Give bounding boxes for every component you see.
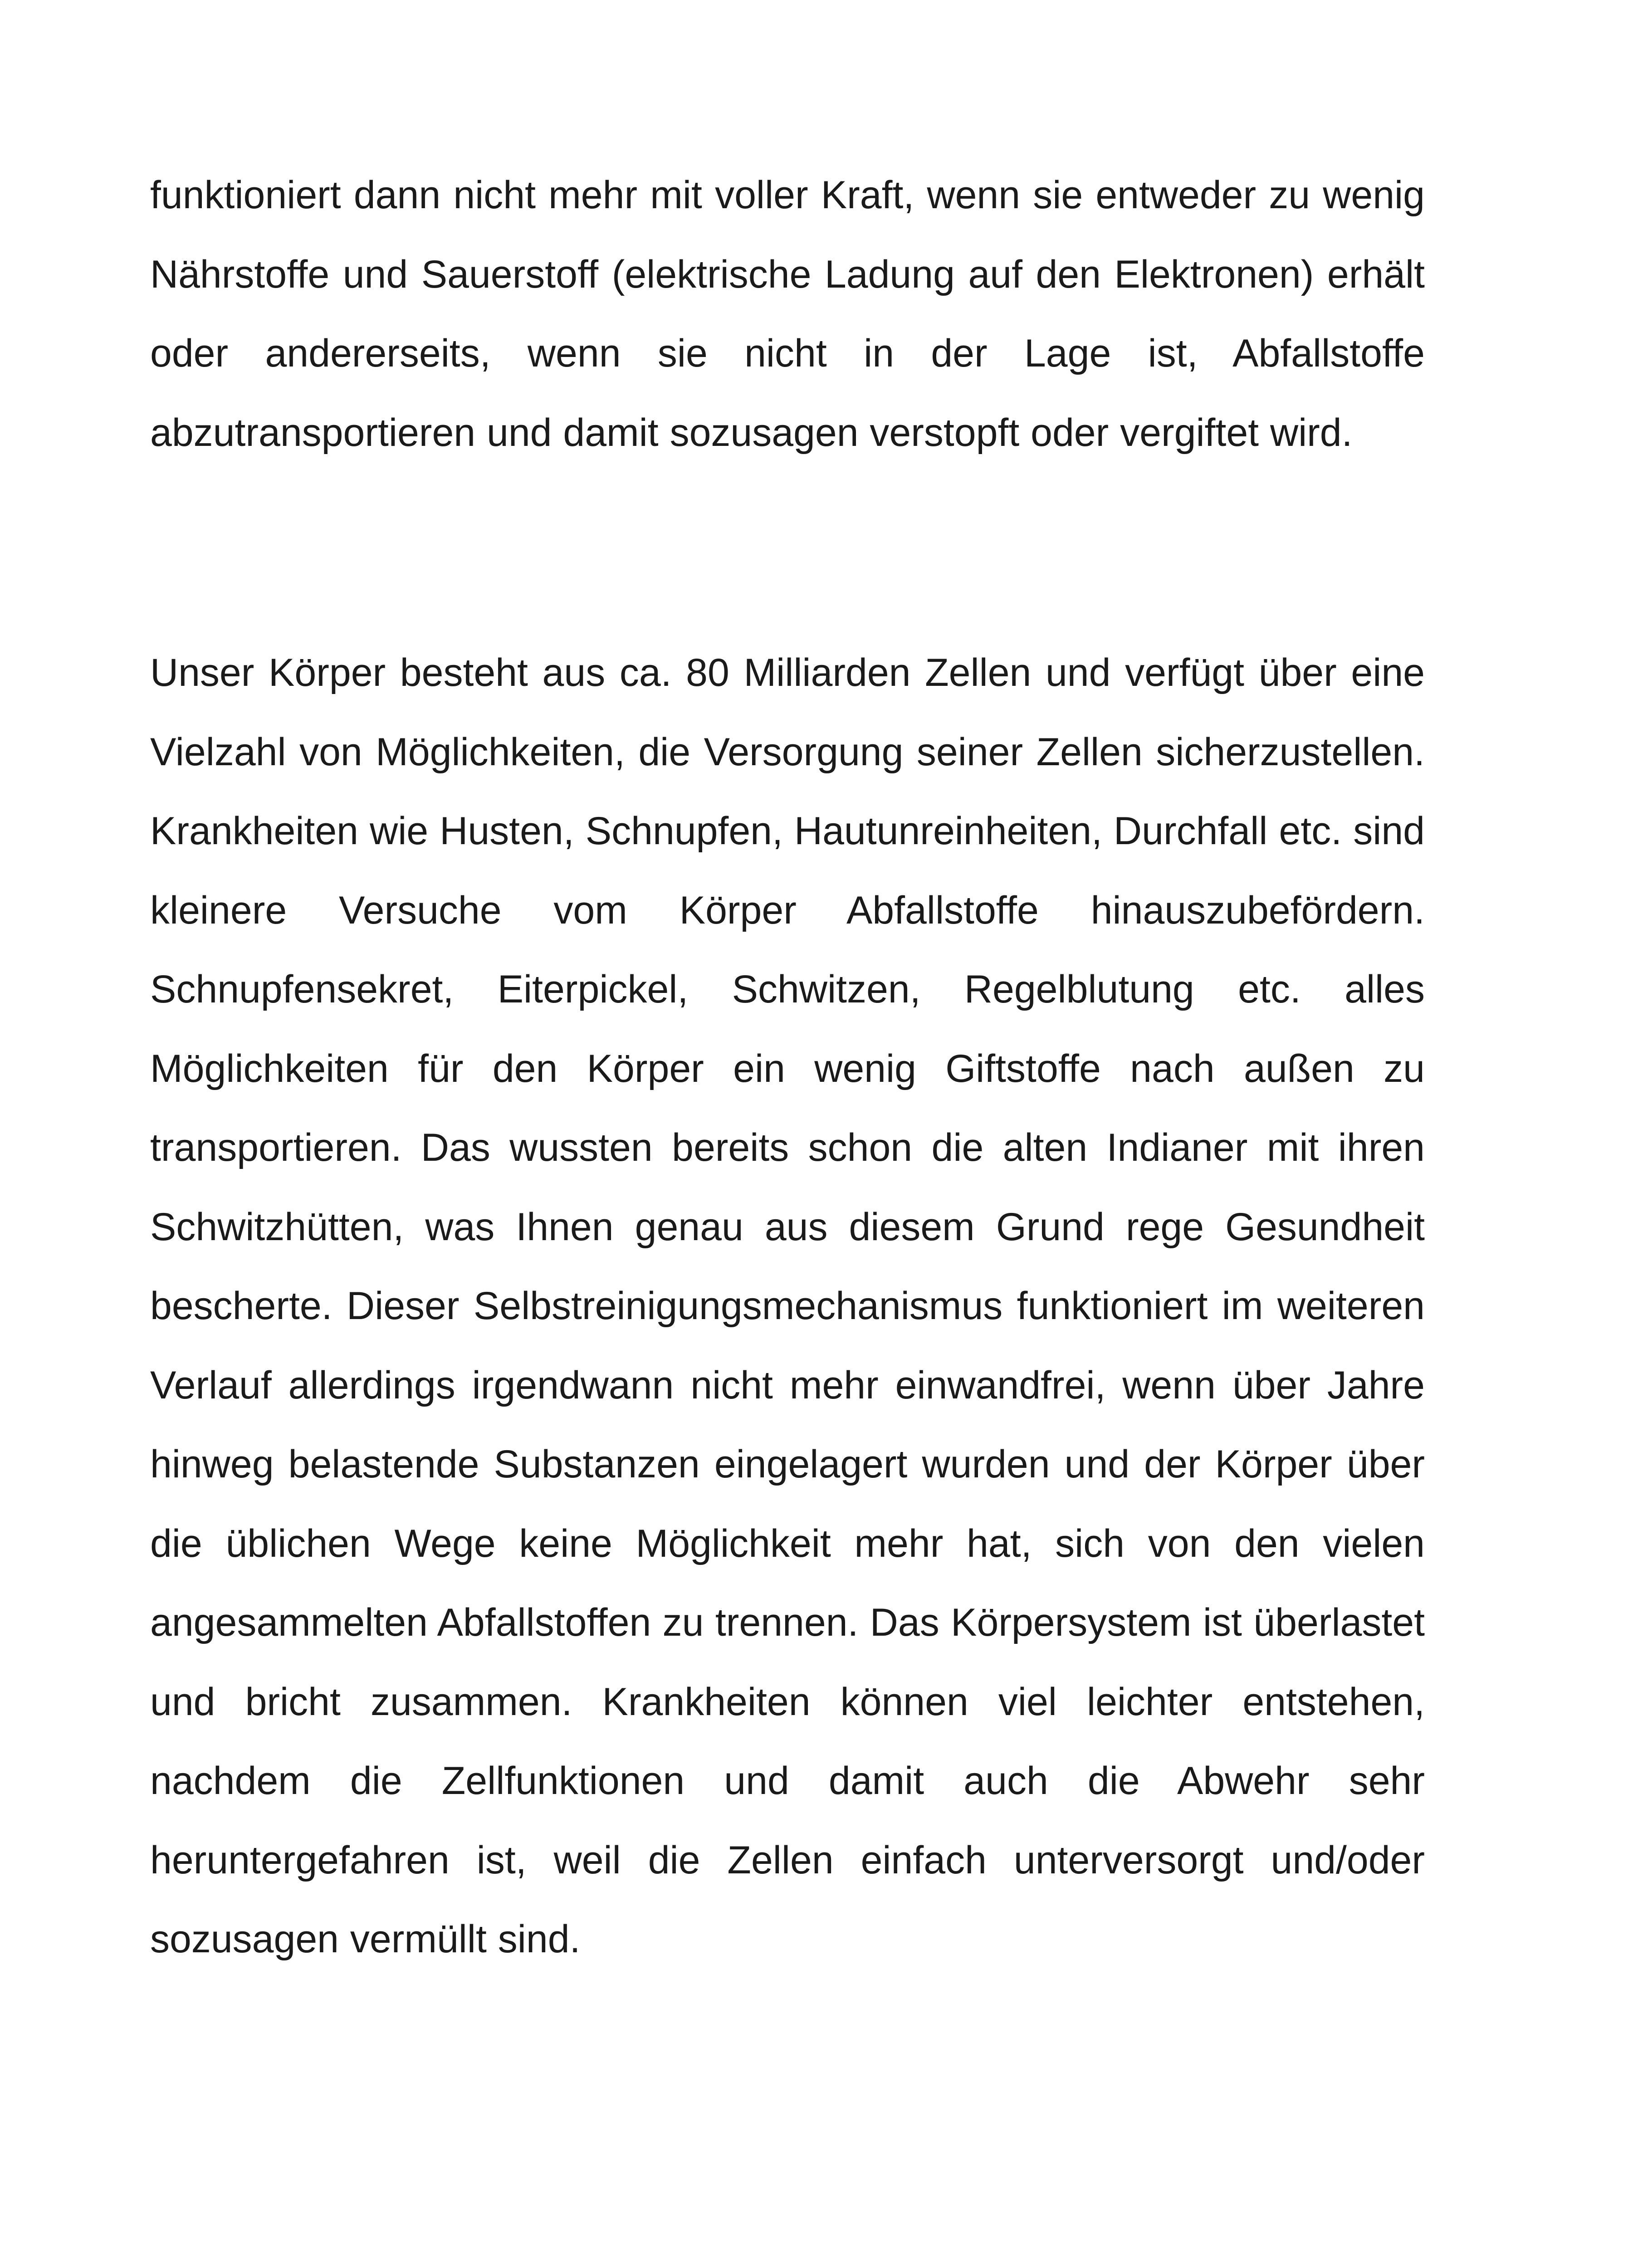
paragraph-1: funktioniert dann nicht mehr mit voller Kraft, wenn sie entweder zu wenig Nährstoffe und Sauerstoff (elektrische Ladung auf den Elektronen) erhält oder andererseits, wenn sie nicht in der Lage ist, Abfallstoffe abzutransportieren und damit sozusagen verstopft oder vergiftet wird.: [150, 173, 1425, 455]
paragraph-2: Unser Körper besteht aus ca. 80 Milliarden Zellen und verfügt über eine Vielzahl von Möglichkeiten, die Versorgung seiner Zellen sicherzustellen. Krankheiten wie Husten, Schnupfen, Hautunreinheiten, Durchfall etc. sind kleinere Versuche vom Körper Abfallstoffe hinauszubefördern. Schnupfensekret, Eiterpickel, Schwitzen, Regelblutung etc. alles Möglichkeiten für den Körper ein wenig Giftstoffe nach außen zu transportieren. Das wussten bereits schon die alten Indianer mit ihren Schwitzhütten, was Ihnen genau aus diesem Grund rege Gesundheit bescherte. Dieser Selbstreinigungsmechanismus funktioniert im weiteren Verlauf allerdings irgendwann nicht mehr einwandfrei, wenn über Jahre hinweg belastende Substanzen eingelagert wurden und der Körper über die üblichen Wege keine Möglichkeit mehr hat, sich von den vielen angesammelten Abfallstoffen zu trennen. Das Körpersystem ist überlastet und bricht zusammen. Krankheiten können viel leichter entstehen, nachdem die Zellfunktionen und damit auch die Abwehr sehr heruntergefahren ist, weil die Zellen einfach unterversorgt und/oder sozusagen vermüllt sind.: [150, 651, 1425, 1961]
